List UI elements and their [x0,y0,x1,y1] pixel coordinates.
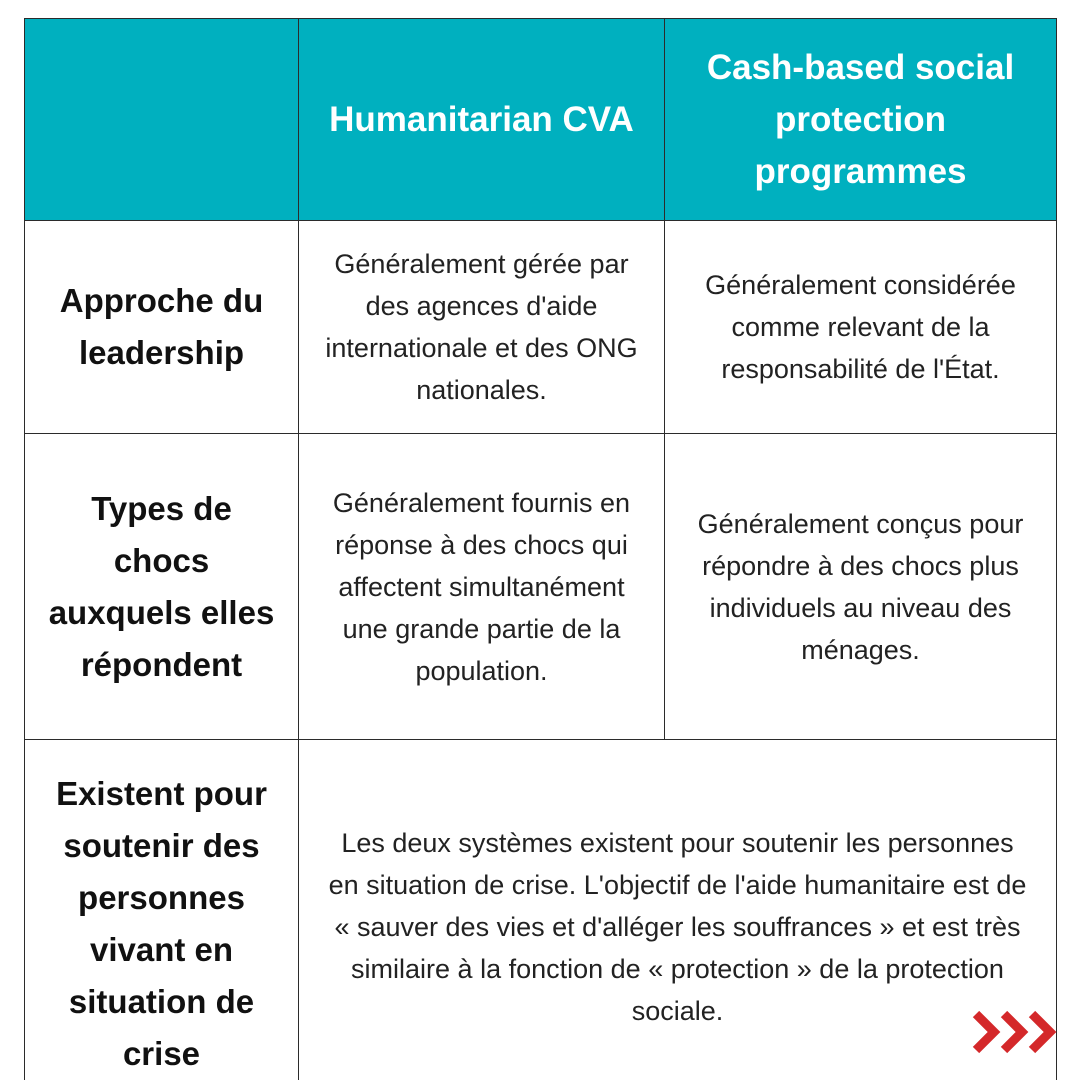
comparison-table [24,18,1057,1080]
cell-leadership-social-protection: Généralement considérée comme relevant de la responsabilité de l'État. [665,221,1057,434]
cell-shocks-social-protection: Généralement conçus pour répondre à des chocs plus individuels au niveau des ménages. [665,434,1057,740]
table-header-row [25,19,1057,221]
table-row [25,740,1057,1080]
triple-chevron-right-icon[interactable] [970,1008,1060,1056]
header-empty-cell [25,19,299,221]
cell-purpose-merged: Les deux systèmes existent pour soutenir les personnes en situation de crise. L'objectif de l'aide humanitaire est de « sauver des vies et d'alléger les souffrances » et est très similaire à la fonction de « protection » de la protection sociale. [299,740,1057,1080]
header-humanitarian-cva: Humanitarian CVA [299,19,665,221]
cell-leadership-cva: Généralement gérée par des agences d'aide internationale et des ONG nationales. [299,221,665,434]
table-row [25,221,1057,434]
cell-shocks-cva: Généralement fournis en réponse à des chocs qui affectent simultanément une grande partie de la population. [299,434,665,740]
header-social-protection: Cash-based social protection programmes [665,19,1057,221]
row-label-shock-types: Types de chocs auxquels elles répondent [25,434,299,740]
row-label-purpose: Existent pour soutenir des personnes vivant en situation de crise [25,740,299,1080]
row-label-leadership: Approche du leadership [25,221,299,434]
table-row [25,434,1057,740]
